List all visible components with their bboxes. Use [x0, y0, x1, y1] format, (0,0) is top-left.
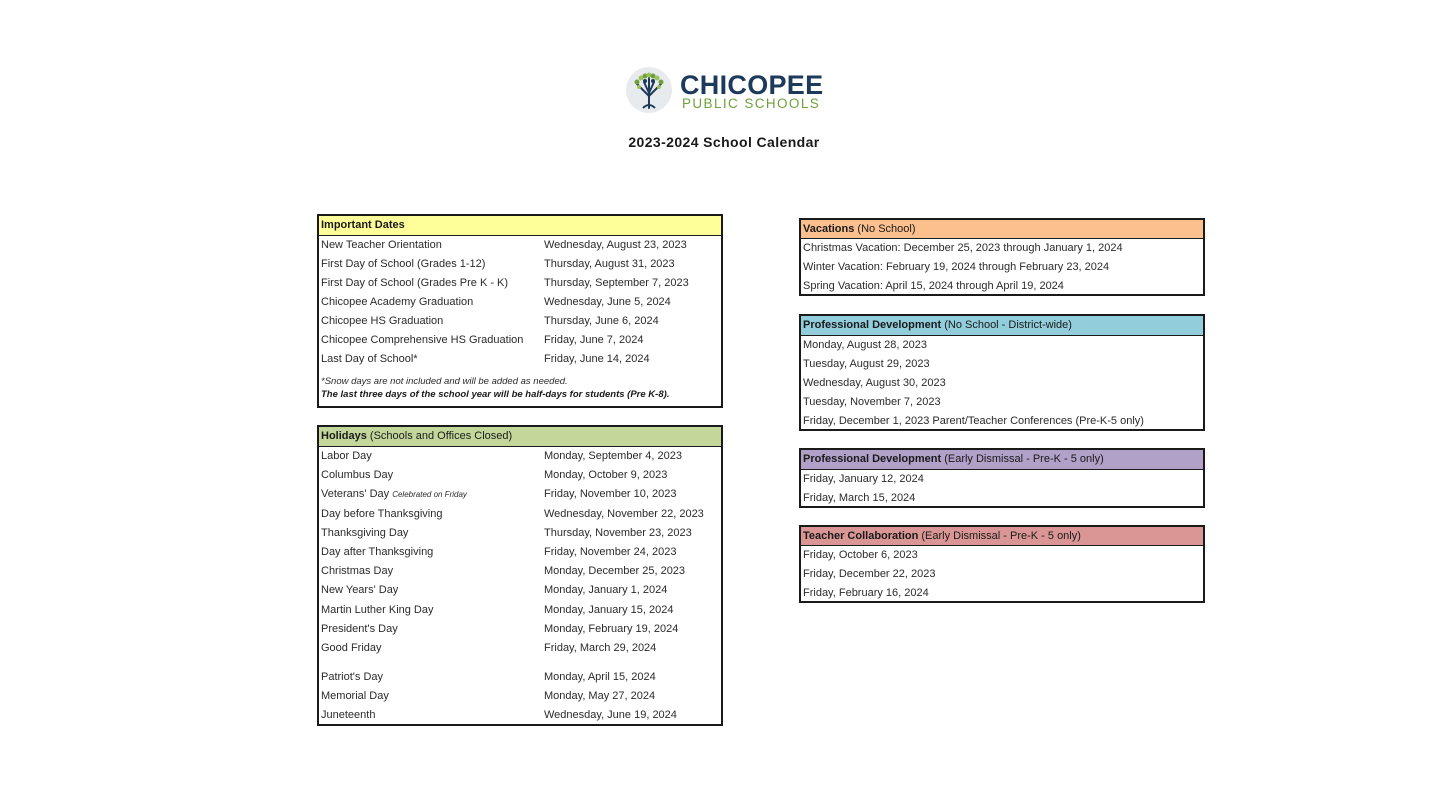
- table-row: First Day of School (Grades Pre K - K) Thursday, September 7, 2023: [321, 277, 689, 289]
- snow-days-note: *Snow days are not included and will be added as needed.: [321, 376, 568, 387]
- list-item: Friday, February 16, 2024: [803, 587, 929, 599]
- celebrated-note: Celebrated on Friday: [392, 490, 467, 500]
- table-row: [319, 658, 721, 668]
- holidays-header: Holidays (Schools and Offices Closed): [319, 427, 721, 447]
- list-item: Winter Vacation: February 19, 2024 through February 23, 2024: [803, 261, 1110, 273]
- half-days-note: The last three days of the school year will be half-days for students (Pre K-8).: [321, 389, 670, 400]
- teacher-collaboration-header: Teacher Collaboration (Early Dismissal - Pre-K - 5 only): [801, 527, 1203, 546]
- list-item: Friday, December 22, 2023: [803, 568, 936, 580]
- table-row: Day after Thanksgiving Friday, November 24, 2023: [321, 545, 677, 558]
- table-row: Juneteenth Wednesday, June 19, 2024: [321, 709, 677, 722]
- teacher-collaboration-table: [799, 525, 1205, 603]
- brand-subtitle: PUBLIC SCHOOLS: [682, 96, 821, 111]
- table-row: Good Friday Friday, March 29, 2024: [321, 641, 657, 654]
- table-row: Thanksgiving Day Thursday, November 23, 2023: [321, 526, 692, 539]
- vacations-header: Vacations (No School): [801, 220, 1203, 239]
- table-row: Columbus Day Monday, October 9, 2023: [321, 469, 668, 482]
- list-item: Christmas Vacation: December 25, 2023 through January 1, 2024: [803, 242, 1123, 254]
- chicopee-logo: [625, 66, 825, 118]
- list-item: Friday, March 15, 2024: [803, 492, 916, 504]
- table-row: Last Day of School* Friday, June 14, 2024: [321, 353, 650, 365]
- important-dates-table: [317, 214, 723, 408]
- list-item: Wednesday, August 30, 2023: [803, 377, 946, 389]
- page-title: 2023-2024 School Calendar: [628, 134, 820, 150]
- table-row: President's Day Monday, February 19, 2024: [321, 622, 679, 635]
- holidays-table: [317, 425, 723, 726]
- table-row: Christmas Day Monday, December 25, 2023: [321, 565, 686, 578]
- pd-early-dismissal-header: Professional Development (Early Dismissal - Pre-K - 5 only): [801, 450, 1203, 470]
- vacations-table: [799, 218, 1205, 296]
- table-row: Chicopee HS Graduation Thursday, June 6, 2024: [321, 315, 659, 327]
- table-row: New Teacher Orientation Wednesday, August 23, 2023: [321, 239, 687, 251]
- important-dates-header: Important Dates: [319, 216, 721, 236]
- table-row: Labor Day Monday, September 4, 2023: [321, 450, 682, 462]
- table-row: Martin Luther King Day Monday, January 15, 2024: [321, 603, 674, 616]
- brand-name: CHICOPEE: [680, 70, 824, 100]
- list-item: Friday, December 1, 2023 Parent/Teacher Conferences (Pre-K-5 only): [803, 415, 1144, 427]
- table-row: Memorial Day Monday, May 27, 2024: [321, 690, 656, 703]
- table-row: Veterans' Day Celebrated on Friday Friday, November 10, 2023: [321, 488, 677, 501]
- pd-early-dismissal-table: [799, 448, 1205, 508]
- table-row: Chicopee Academy Graduation Wednesday, June 5, 2024: [321, 296, 671, 308]
- table-row: New Years' Day Monday, January 1, 2024: [321, 584, 668, 597]
- list-item: Tuesday, November 7, 2023: [803, 396, 941, 408]
- tree-logo-icon: [625, 66, 673, 114]
- list-item: Friday, October 6, 2023: [803, 549, 918, 561]
- table-row: First Day of School (Grades 1-12) Thursday, August 31, 2023: [321, 258, 675, 270]
- pd-no-school-table: [799, 314, 1205, 431]
- table-row: Chicopee Comprehensive HS Graduation Friday, June 7, 2024: [321, 334, 644, 346]
- list-item: Friday, January 12, 2024: [803, 473, 924, 485]
- list-item: Tuesday, August 29, 2023: [803, 358, 930, 370]
- table-row: Patriot's Day Monday, April 15, 2024: [321, 671, 656, 684]
- pd-no-school-header: Professional Development (No School - District-wide): [801, 316, 1203, 336]
- table-row: Day before Thanksgiving Wednesday, November 22, 2023: [321, 507, 704, 520]
- list-item: Monday, August 28, 2023: [803, 339, 927, 351]
- list-item: Spring Vacation: April 15, 2024 through April 19, 2024: [803, 280, 1064, 292]
